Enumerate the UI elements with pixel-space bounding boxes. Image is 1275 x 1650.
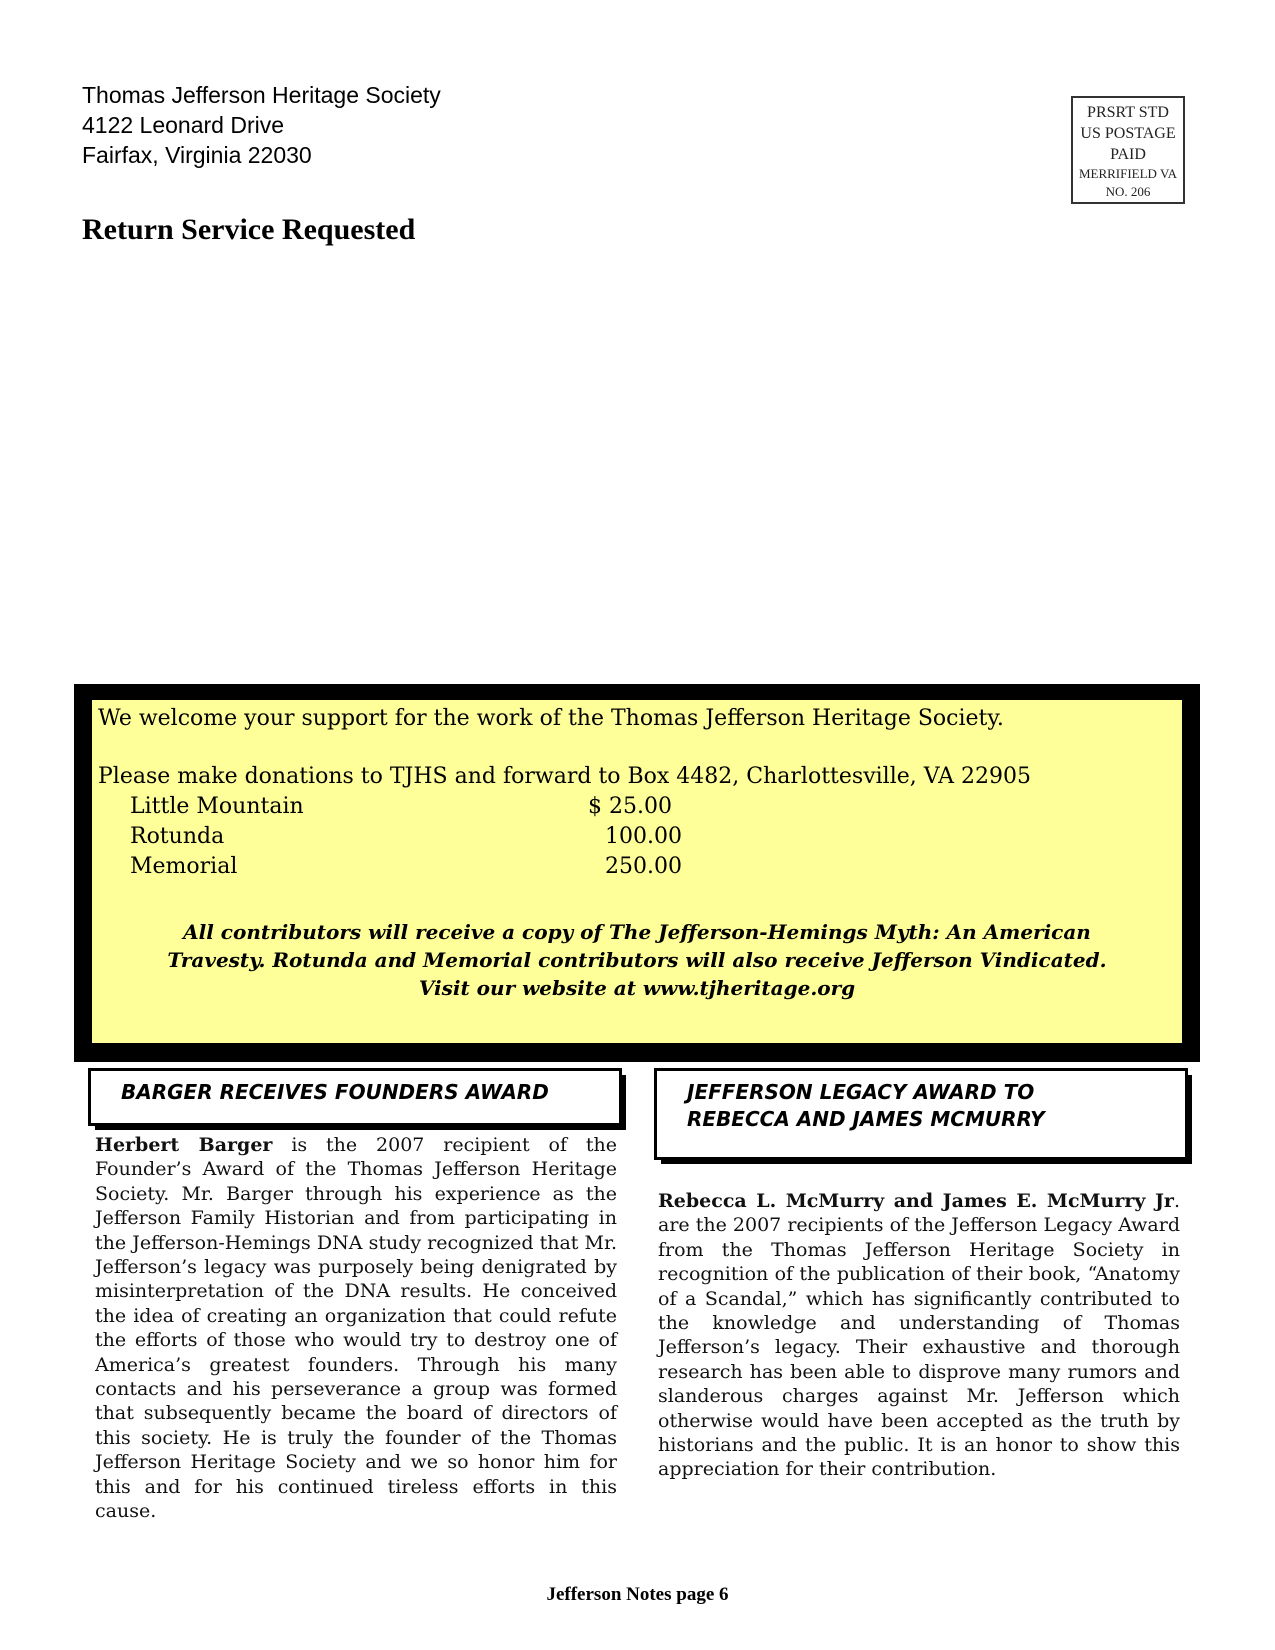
donation-instructions: Please make donations to TJHS and forward to Box 4482, Charlottesville, VA 22905 bbox=[98, 764, 1031, 789]
left-article-text: is the 2007 recipient of the Founder’s Award of the Thomas Jefferson Heritage Society. Mr. Barger through his experience as the Jefferson Family Historian and from participating in the Jefferson-Hemings DNA study recognized that Mr. Jefferson’s legacy was purposely being denigrated by misinterpretation of the DNA results. He conceived the idea of creating an organization that could refute the efforts of those who would try to destroy one of America’s greatest founders. Through his many contacts and his perseverance a group was formed that subsequently became the board of directors of this society. He is truly the founder of the Thomas Jefferson Heritage Society and we so honor him for this and for his continued tireless efforts in this cause. bbox=[95, 1134, 617, 1523]
donation-note-line-3: Visit our website at www.tjheritage.org bbox=[418, 976, 856, 1000]
left-article-header bbox=[88, 1068, 622, 1126]
postage-line-5: NO. 206 bbox=[1105, 184, 1151, 199]
donation-welcome: We welcome your support for the work of the Thomas Jefferson Heritage Society. bbox=[98, 706, 1004, 731]
postage-indicia bbox=[1071, 96, 1185, 204]
right-article-title-line-2: REBECCA AND JAMES MCMURRY bbox=[687, 1107, 1045, 1131]
postage-line-3: PAID bbox=[1110, 146, 1146, 163]
left-article-body bbox=[95, 1133, 617, 1524]
donation-note bbox=[92, 918, 1182, 1002]
return-address-street: 4122 Leonard Drive bbox=[82, 112, 285, 138]
return-address-city: Fairfax, Virginia 22030 bbox=[82, 142, 312, 168]
right-article-header bbox=[654, 1068, 1188, 1160]
donation-note-line-1: All contributors will receive a copy of The Jefferson-Hemings Myth: An American bbox=[183, 920, 1091, 944]
level-name: Little Mountain bbox=[130, 794, 304, 819]
postage-line-2: US POSTAGE bbox=[1080, 125, 1176, 142]
donation-note-line-2: Travesty. Rotunda and Memorial contributors will also receive Jefferson Vindicated. bbox=[167, 948, 1107, 972]
donation-panel bbox=[92, 700, 1182, 1043]
level-name: Memorial bbox=[130, 854, 238, 879]
right-article-lead: Rebecca L. McMurry and James E. McMurry Jr bbox=[658, 1190, 1174, 1212]
page-footer: Jefferson Notes page 6 bbox=[546, 1584, 729, 1605]
return-address bbox=[82, 80, 441, 170]
left-article-lead: Herbert Barger bbox=[95, 1134, 273, 1156]
right-article-text: . are the 2007 recipients of the Jefferson Legacy Award from the Thomas Jefferson Heritage Society in recognition of the publication of their book, “Anatomy of a Scandal,” which has significantly contributed to the knowledge and understanding of Thomas Jefferson’s legacy. Their exhaustive and thorough research has been able to disprove many rumors and slanderous charges against Mr. Jefferson which otherwise would have been accepted as the truth by historians and the public. It is an honor to show this appreciation for their contribution. bbox=[658, 1190, 1180, 1481]
return-address-org: Thomas Jefferson Heritage Society bbox=[82, 82, 441, 108]
right-article-title-line-1: JEFFERSON LEGACY AWARD TO bbox=[687, 1080, 1035, 1104]
right-article-body bbox=[658, 1189, 1180, 1482]
donation-box bbox=[74, 684, 1200, 1062]
level-name: Rotunda bbox=[130, 824, 225, 849]
postage-line-1: PRSRT STD bbox=[1087, 104, 1169, 121]
return-service-requested: Return Service Requested bbox=[82, 213, 416, 246]
level-amount: 100.00 bbox=[605, 824, 682, 849]
level-amount: $ 25.00 bbox=[588, 794, 672, 819]
level-amount: 250.00 bbox=[605, 854, 682, 879]
left-article-title: BARGER RECEIVES FOUNDERS AWARD bbox=[121, 1080, 549, 1104]
postage-line-4: MERRIFIELD VA bbox=[1078, 166, 1178, 181]
